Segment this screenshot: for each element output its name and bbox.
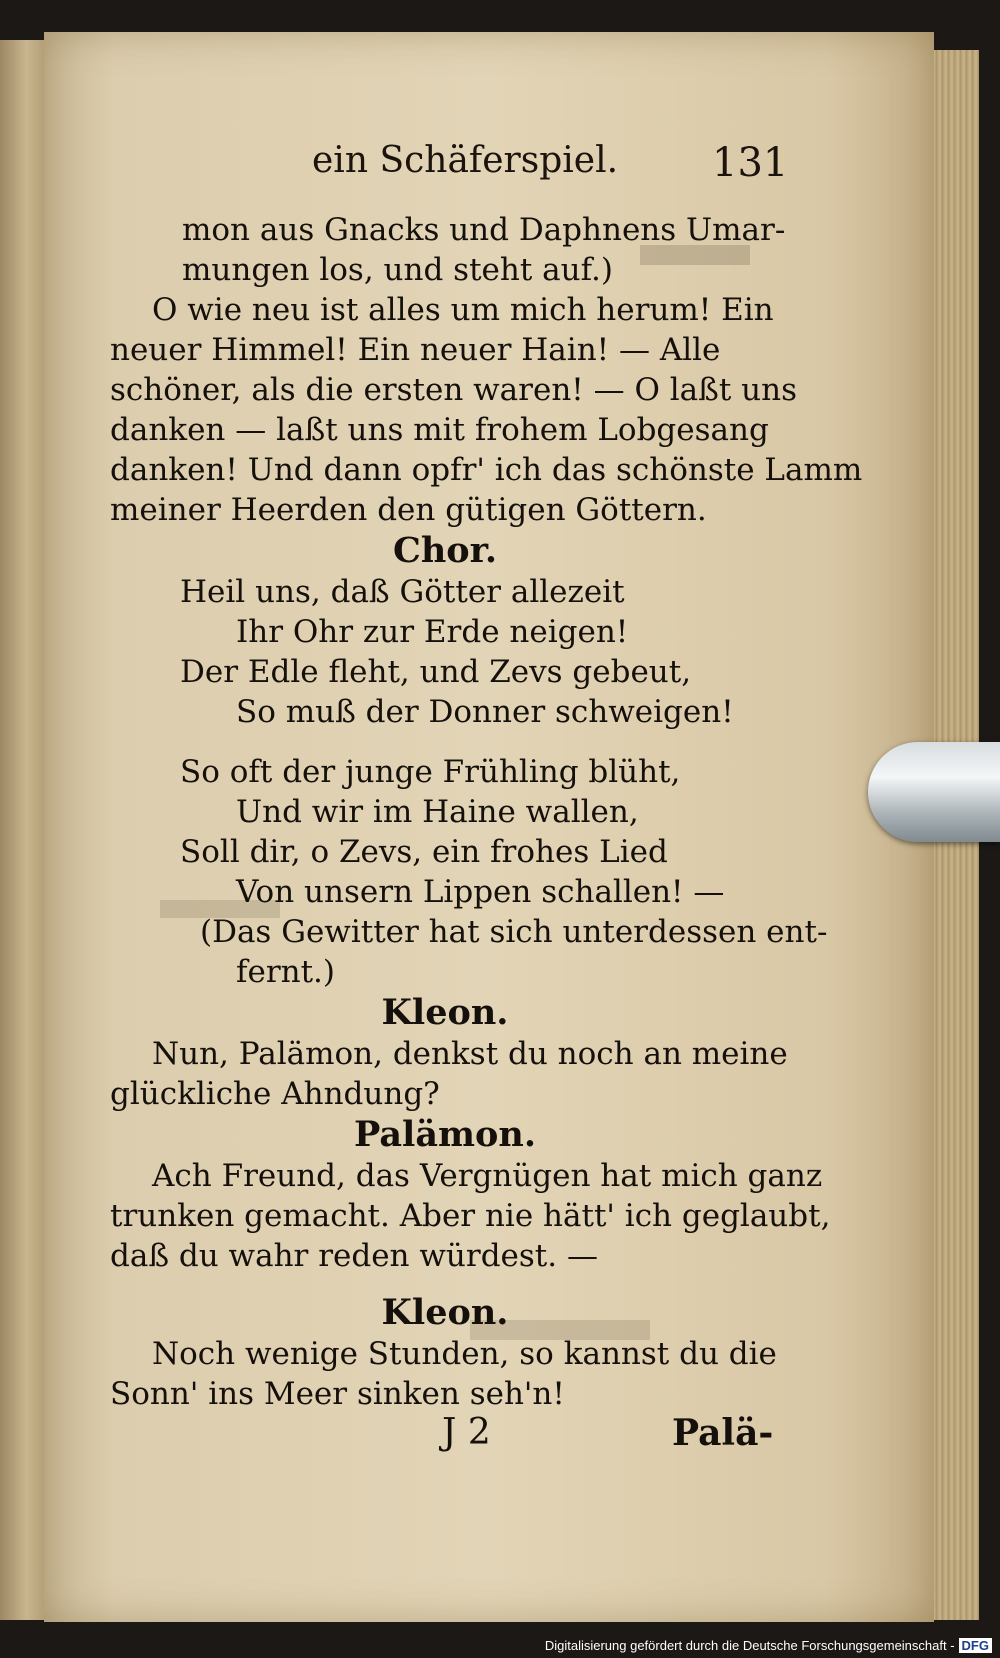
speaker-heading: Chor.: [392, 530, 498, 571]
paragraph: [110, 1156, 831, 1276]
paragraph: [110, 210, 786, 290]
text-line: mungen los, und steht auf.): [182, 252, 613, 288]
text-line: glückliche Ahndung?: [110, 1076, 440, 1112]
dfg-logo: DFG: [959, 1638, 992, 1653]
verse-line: Der Edle fleht, und Zevs gebeut,: [180, 654, 692, 690]
running-head: ein Schäferspiel.: [312, 140, 619, 181]
speaker-heading: Kleon.: [381, 992, 509, 1033]
page-number: 131: [712, 140, 789, 186]
paragraph: [110, 1334, 780, 1414]
digitization-credit: [545, 1634, 992, 1656]
page-clip: [868, 742, 1000, 842]
speaker-heading: Palämon.: [353, 1114, 537, 1155]
verse-line: Und wir im Haine wallen,: [236, 794, 639, 830]
verse-line: Soll dir, o Zevs, ein frohes Lied: [180, 834, 668, 870]
text-line: (Das Gewitter hat sich unterdessen ent-: [200, 914, 828, 950]
text-line: fernt.): [236, 954, 336, 990]
verse-stanza: [110, 752, 780, 912]
verse-line: Heil uns, daß Götter allezeit: [180, 574, 625, 610]
verse-line: So muß der Donner schweigen!: [236, 694, 734, 730]
text-line: trunken gemacht. Aber nie hätt' ich geglaubt,: [110, 1198, 831, 1234]
catchword: Palä-: [672, 1412, 774, 1454]
verse-line: Von unsern Lippen schallen! —: [236, 874, 725, 910]
text-line: Ach Freund, das Vergnügen hat mich ganz: [152, 1158, 823, 1194]
signature-mark: J 2: [442, 1412, 491, 1453]
left-page-edge: [0, 40, 46, 1620]
text-line: schöner, als die ersten waren! — O laßt uns: [110, 372, 797, 408]
text-line: meiner Heerden den gütigen Göttern.: [110, 492, 707, 528]
speaker-heading: Kleon.: [381, 1292, 509, 1333]
paragraph: [110, 290, 863, 530]
verse-line: Ihr Ohr zur Erde neigen!: [236, 614, 629, 650]
verse-line: So oft der junge Frühling blüht,: [180, 754, 681, 790]
text-line: danken — laßt uns mit frohem Lobgesang: [110, 412, 769, 448]
text-line: Sonn' ins Meer sinken seh'n!: [110, 1376, 565, 1412]
text-line: mon aus Gnacks und Daphnens Umar-: [182, 212, 786, 248]
text-line: neuer Himmel! Ein neuer Hain! — Alle: [110, 332, 721, 368]
stage-direction: [110, 912, 828, 992]
text-line: danken! Und dann opfr' ich das schönste Lamm: [110, 452, 863, 488]
text-block: [110, 210, 863, 1414]
text-line: Nun, Palämon, denkst du noch an meine: [152, 1036, 788, 1072]
credit-text: Digitalisierung gefördert durch die Deutsche Forschungsgemeinschaft -: [544, 1637, 955, 1653]
text-line: O wie neu ist alles um mich herum! Ein: [152, 292, 774, 328]
paragraph: [110, 1034, 788, 1114]
text-line: daß du wahr reden würdest. —: [110, 1238, 598, 1274]
text-line: Noch wenige Stunden, so kannst du die: [152, 1336, 777, 1372]
verse-stanza: [110, 572, 780, 732]
